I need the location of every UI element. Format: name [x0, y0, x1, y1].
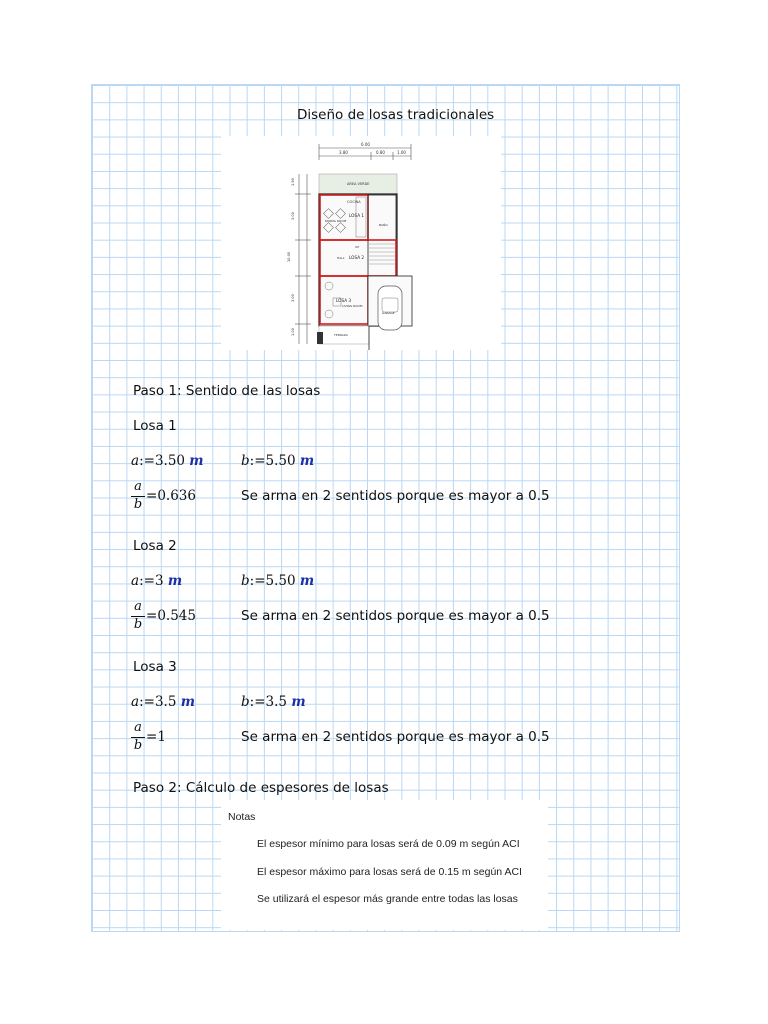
notes-heading: Notas [228, 811, 256, 823]
plan-label-losa1: LOSA 1 [349, 213, 365, 218]
losa3-frac-den: b [133, 738, 143, 753]
losa1-heading: Losa 1 [133, 418, 177, 434]
plan-label-dining: DINING ROOM [325, 219, 347, 223]
losa2-note: Se arma en 2 sentidos porque es mayor a 0.5 [241, 608, 550, 624]
losa2-ratio: =0.545 [146, 608, 196, 624]
losa1-a-def: a:=3.50 m [131, 453, 204, 469]
plan-dim-left-5: 1.00 [291, 328, 295, 336]
losa3-ratio: =1 [146, 729, 166, 745]
plan-label-cocina: COCINA [347, 200, 361, 204]
plan-dim-left-1: 1.90 [291, 178, 295, 186]
page-title: Diseño de losas tradicionales [297, 107, 495, 123]
losa2-frac-num: a [134, 599, 142, 614]
plan-label-losa2: LOSA 2 [349, 255, 365, 260]
plan-label-hall: HALL [337, 256, 345, 260]
plan-dim-top-3: 1.00 [397, 150, 406, 155]
plan-label-up: UP [355, 245, 360, 249]
plan-dim-left-4: 3.00 [291, 294, 295, 302]
losa3-b-def: b:=3.5 m [241, 694, 306, 710]
plan-label-garage: GARAGE [382, 311, 395, 315]
losa1-note: Se arma en 2 sentidos porque es mayor a 0.5 [241, 488, 550, 504]
plan-dim-left-2: 3.00 [291, 212, 295, 220]
plan-label-losa3: LOSA 3 [336, 298, 352, 303]
losa1-ratio: =0.636 [146, 488, 196, 504]
losa1-frac-den: b [133, 497, 143, 512]
losa1-frac-num: a [134, 479, 142, 494]
losa1-b-def: b:=5.50 m [241, 453, 315, 469]
plan-label-living: LIVING ROOM [342, 304, 363, 308]
plan-dim-top-2: 0.80 [376, 150, 385, 155]
losa2-a-def: a:=3 m [131, 573, 183, 589]
losa2-heading: Losa 2 [133, 538, 177, 554]
plan-label-area-verde: AREA VERDE [347, 182, 370, 186]
plan-dim-top-1: 3.80 [339, 150, 348, 155]
note-min-thickness: El espesor mínimo para losas será de 0.09 m según ACI [257, 838, 520, 850]
losa2-b-def: b:=5.50 m [241, 573, 315, 589]
plan-label-terrace: TERRAZA [334, 333, 348, 337]
step2-heading: Paso 2: Cálculo de espesores de losas [133, 780, 389, 796]
note-use-largest: Se utilizará el espesor más grande entre todas las losas [257, 893, 518, 905]
losa3-a-def: a:=3.5 m [131, 694, 196, 710]
losa3-note: Se arma en 2 sentidos porque es mayor a 0.5 [241, 729, 550, 745]
plan-label-bano: BAÑO [379, 223, 388, 227]
plan-dim-left-3: 10.00 [287, 251, 291, 262]
floor-plan-image [221, 136, 501, 350]
losa3-heading: Losa 3 [133, 659, 177, 675]
notes-box [221, 800, 548, 930]
losa3-frac-num: a [134, 720, 142, 735]
losa2-frac-den: b [133, 617, 143, 632]
note-max-thickness: El espesor máximo para losas será de 0.15 m según ACI [257, 866, 522, 878]
step1-heading: Paso 1: Sentido de las losas [133, 383, 321, 399]
plan-dim-top-total: 6.00 [361, 142, 370, 147]
